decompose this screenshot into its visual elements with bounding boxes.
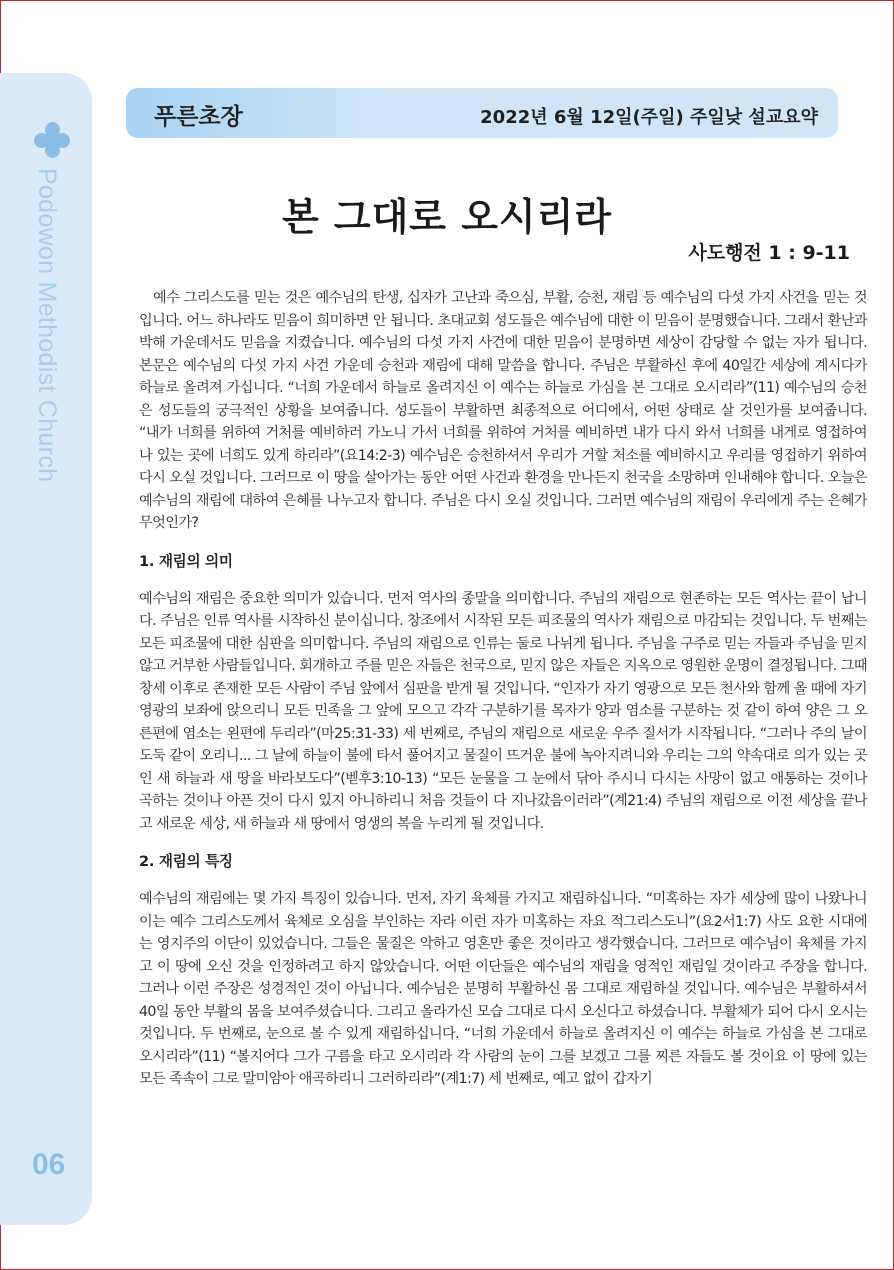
section-heading-2: 2. 재림의 특징 — [139, 853, 233, 870]
section-body-2: 예수님의 재림에는 몇 가지 특징이 있습니다. 먼저, 자기 육체를 가지고 재림하십니다. “미혹하는 자가 세상에 많이 나왔나니 이는 예수 그리스도께서 육체로 오심을 부인하는 자라 이런 자가 미혹하는 자요 적그리스도니”(요2서1:7) 사도 요한 시대에는 영지주의 이단이 있었습니다. 그들은 물질은 악하고 영혼만 좋은 것이라고 생각했습니다. 그러므로 예수님이 육체를 가지고 이 땅에 오신 것을 인정하려고 하지 않았습니다. 어떤 이단들은 예수님의 재림을 영적인 재림일 것이라고 주장을 합니다. 그러나 이런 주장은 성경적인 것이 아닙니다. 예수님은 분명히 부활하신 몸 그대로 재림하실 것입니다. 예수님은 부활하셔서 40일 동안 부활의 몸을 보여주셨습니다. 그리고 올라가신 모습 그대로 다시 오신다고 하셨습니다. 부활체가 되어 다시 오시는 것입니다. 두 번째로, 눈으로 볼 수 있게 재림하십니다. “너희 가운데서 하늘로 올려지신 이 예수는 하늘로 가심을 본 그대로 오시리라”(11) “볼지어다 그가 구름을 타고 오시리라 각 사람의 눈이 그를 보겠고 그를 찌른 자들도 볼 것이요 이 땅에 있는 모든 족속이 그로 말미암아 애곡하리니 그러하리라”(계1:7) 세 번째로, 예고 없이 갑자기 — [139, 891, 867, 1087]
sermon-body — [139, 287, 867, 1091]
scripture-reference: 사도행전 1 : 9-11 — [688, 242, 850, 264]
cross-flower-icon — [34, 122, 70, 158]
sermon-title: 본 그대로 오시리라 — [281, 194, 613, 239]
header-banner — [126, 88, 838, 138]
church-name: Podowon Methodist Church — [33, 168, 61, 483]
page-number: 06 — [32, 1148, 66, 1181]
bulletin-title: 푸른초장 — [154, 104, 243, 130]
intro-paragraph: 예수 그리스도를 믿는 것은 예수님의 탄생, 십자가 고난과 죽으심, 부활, 승천, 재림 등 예수님의 다섯 가지 사건을 믿는 것입니다. 어느 하나라도 믿음이 희미하면 안 됩니다. 초대교회 성도들은 예수님에 대한 이 믿음이 분명했습니다. 그래서 환난과 박해 가운데서도 믿음을 지켰습니다. 예수님의 다섯 가지 사건에 대한 믿음이 분명하면 세상이 감당할 수 없는 자가 됩니다. 본문은 예수님의 다섯 가지 사건 가운데 승천과 재림에 대해 말씀을 합니다. 주님은 부활하신 후에 40일간 세상에 계시다가 하늘로 올려져 가십니다. “너희 가운데서 하늘로 올려지신 이 예수는 하늘로 가심을 본 그대로 오시리라”(11) 예수님의 승천은 성도들의 궁극적인 상황을 보여줍니다. 성도들이 부활하면 최종적으로 어디에서, 어떤 상태로 살 것인가를 보여줍니다. “내가 너희를 위하여 거처를 예비하러 가노니 가서 너희를 위하여 거처를 예비하면 내가 다시 와서 너희를 내게로 영접하여 나 있는 곳에 너희도 있게 하리라”(요14:2-3) 예수님은 승천하셔서 우리가 거할 처소를 예비하시고 우리를 영접하기 위하여 다시 오실 것입니다. 그러므로 이 땅을 살아가는 동안 어떤 사건과 환경을 만나든지 천국을 소망하며 인내해야 합니다. 오늘은 예수님의 재림에 대하여 은혜를 나누고자 합니다. 주님은 다시 오실 것입니다. 그러면 예수님의 재림이 우리에게 주는 은혜가 무엇인가? — [139, 290, 867, 531]
sermon-date: 2022년 6월 12일(주일) 주일낮 설교요약 — [480, 107, 818, 128]
section-heading-1: 1. 재림의 의미 — [139, 552, 233, 570]
section-body-1: 예수님의 재림은 중요한 의미가 있습니다. 먼저 역사의 종말을 의미합니다. 주님의 재림으로 현존하는 모든 역사는 끝이 납니다. 주님은 인류 역사를 시작하신 분이십니다. 창조에서 시작된 모든 피조물의 역사가 재림으로 마감되는 것입니다. 두 번째는 모든 피조물에 대한 심판을 의미합니다. 주님의 재림으로 인류는 둘로 나뉘게 됩니다. 주님을 구주로 믿는 자들과 주님을 믿지 않고 거부한 사람들입니다. 회개하고 주를 믿은 자들은 천국으로, 믿지 않은 자들은 지옥으로 영원한 운명이 결정됩니다. 그때 창세 이후로 존재한 모든 사람이 주님 앞에서 심판을 받게 될 것입니다. “인자가 자기 영광으로 모든 천사와 함께 올 때에 자기 영광의 보좌에 앉으리니 모든 민족을 그 앞에 모으고 각각 구분하기를 목자가 양과 염소를 구분하는 것 같이 하여 양은 그 오른편에 염소는 왼편에 두리라”(마25:31-33) 세 번째로, 주님의 재림으로 새로운 우주 질서가 시작됩니다. “그러나 주의 날이 도둑 같이 오리니... 그 날에 하늘이 불에 타서 풀어지고 물질이 뜨거운 불에 녹아지려니와 우리는 그의 약속대로 의가 있는 곳인 새 하늘과 새 땅을 바라보도다”(벧후3:10-13) “모든 눈물을 그 눈에서 닦아 주시니 다시는 사망이 없고 애통하는 것이나 곡하는 것이나 아픈 것이 다시 있지 아니하리니 처음 것들이 다 지나갔음이러라”(계21:4) 주님의 재림으로 이전 세상을 끝나고 새로운 세상, 새 하늘과 새 땅에서 영생의 복을 누리게 될 것입니다. — [139, 590, 867, 832]
